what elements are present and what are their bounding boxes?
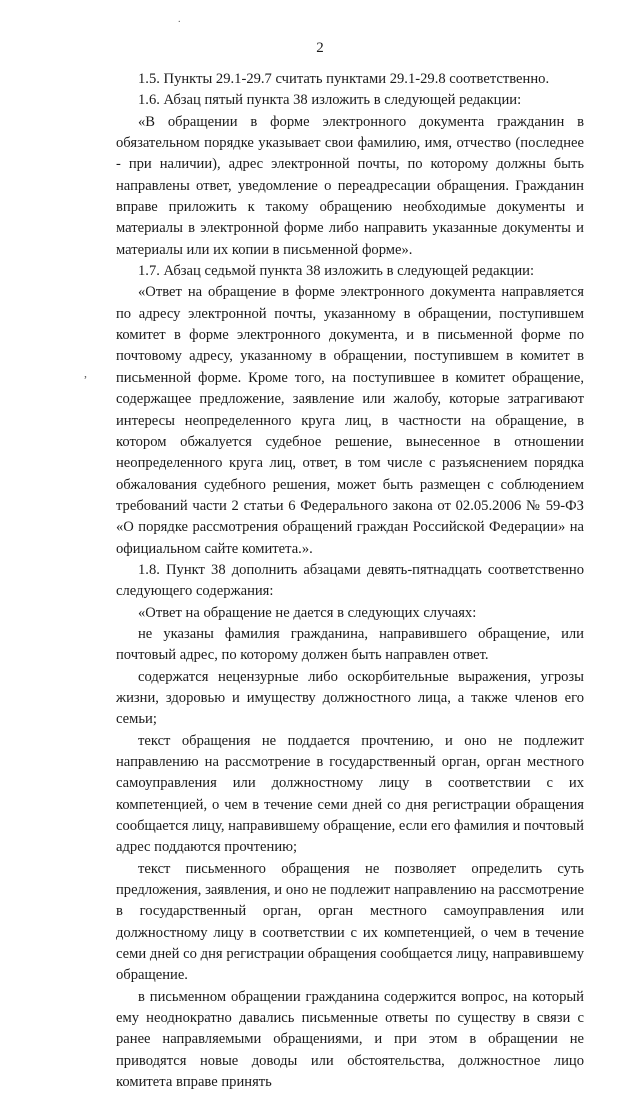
paragraph-case-obscene: содержатся нецензурные либо оскорбительные выражения, угрозы жизни, здоровью и имуществу должностного лица, а также членов его семьи;	[116, 668, 584, 728]
paragraph-no-response-cases: «Ответ на обращение не дается в следующих случаях:	[138, 604, 477, 621]
scan-speck: ,	[84, 366, 87, 380]
paragraph-1-8: 1.8. Пункт 38 дополнить абзацами девять-пятнадцать соответственно следующего содержания:	[116, 561, 584, 600]
paragraph-quote-electronic-form: «В обращении в форме электронного документа гражданин в обязательном порядке указывает свои фамилию, имя, отчество (последнее - при наличии), адрес электронной почты, по которому должны быть направлены ответ, уведомление о переадресации обращения. Гражданин вправе приложить к такому обращению необходимые документы и материалы в электронной форме либо направить указанные документы и материалы или их копии в письменной форме».	[116, 113, 584, 258]
paragraph-1-6: 1.6. Абзац пятый пункта 38 изложить в следующей редакции:	[138, 92, 522, 109]
paragraph-quote-response: «Ответ на обращение в форме электронного документа направляется по адресу электронной почты, указанному в обращении, поступившем комитет в форме электронного документа, и в письменной форме по почтовому адресу, указанному в обращении, поступившем в комитет в письменной форме. Кроме того, на поступившее в комитет обращение, содержащее предложение, заявление или жалобу, которые затрагивают интересы неопределенного круга лиц, в частности на обращение, в котором обжалуется судебное решение, вынесенное в отношении неопределенного круга лиц, ответ, в том числе с разъяснением порядка обжалования судебного решения, может быть размещен с соблюдением требований части 2 статьи 6 Федерального закона от 02.05.2006 № 59-ФЗ «О порядке рассмотрения обращений граждан Российской Федерации» на официальном сайте комитета.».	[116, 284, 584, 557]
paragraph-case-unreadable: текст обращения не поддается прочтению, и оно не подлежит направлению на рассмотрение в государственный орган, орган местного самоуправления или должностному лицу в соответствии с их компетенцией, о чем в течение семи дней со дня регистрации обращения сообщается лицу, направившему обращение, если его фамилия и почтовый адрес поддаются прочтению;	[116, 732, 584, 856]
paragraph-case-unclear: текст письменного обращения не позволяет определить суть предложения, заявления, и оно не подлежит направлению на рассмотрение в государственный орган, орган местного самоуправления или должностному лицу в соответствии с их компетенцией, о чем в течение семи дней со дня регистрации обращения сообщается лицу, направившему обращение.	[116, 860, 584, 984]
page-number: 2	[316, 40, 324, 56]
paragraph-case-repeated: в письменном обращении гражданина содержится вопрос, на который ему неоднократно давались письменные ответы по существу в связи с ранее направляемыми обращениями, и при этом в обращении не приводятся новые доводы или обстоятельства, должностное лицо комитета вправе принять	[116, 988, 584, 1091]
document-body	[116, 69, 584, 1094]
paragraph-1-7: 1.7. Абзац седьмой пункта 38 изложить в следующей редакции:	[138, 263, 535, 280]
paragraph-1-5: 1.5. Пункты 29.1-29.7 считать пунктами 29.1-29.8 соответственно.	[138, 71, 550, 87]
scan-speck: .	[178, 14, 181, 25]
paragraph-case-no-name: не указаны фамилия гражданина, направившего обращение, или почтовый адрес, по которому должен быть направлен ответ.	[116, 625, 584, 664]
